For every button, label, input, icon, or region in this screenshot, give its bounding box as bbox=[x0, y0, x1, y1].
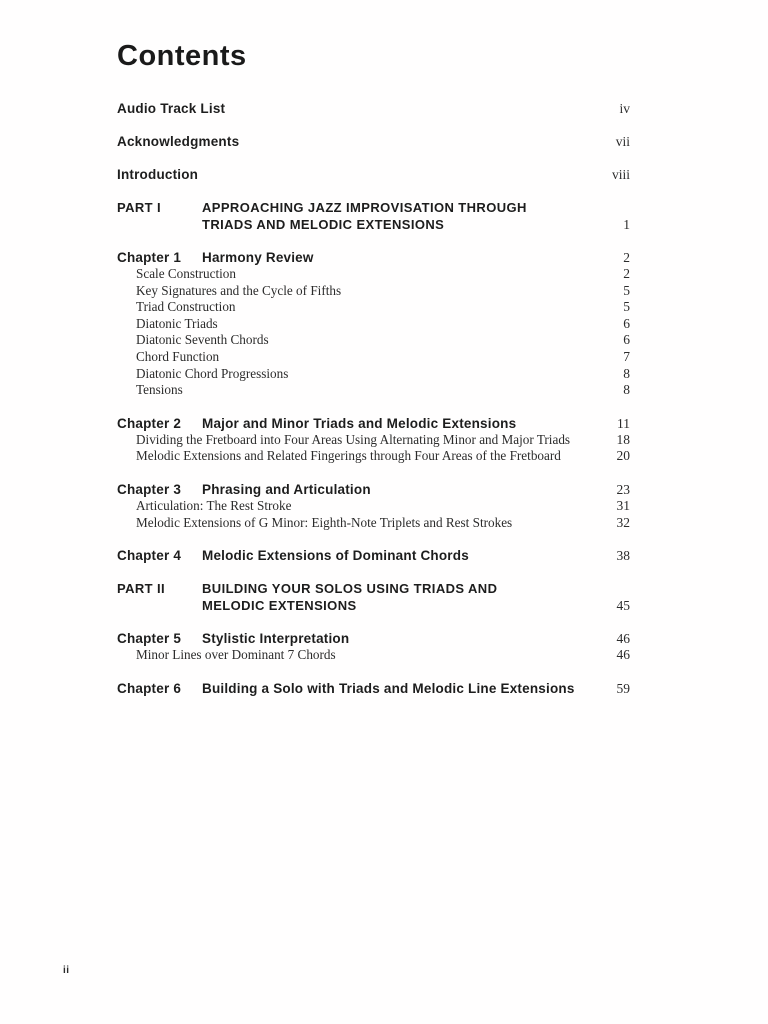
sub-entry-row bbox=[117, 515, 630, 532]
page-number: viii bbox=[611, 167, 630, 182]
page-number: 38 bbox=[616, 548, 630, 564]
sub-entry-title: Diatonic Chord Progressions bbox=[136, 365, 289, 381]
chapter-3-block bbox=[117, 481, 630, 531]
sub-entry-row bbox=[117, 299, 630, 316]
sub-entry-title: Melodic Extensions of G Minor: Eighth-Note Triplets and Rest Strokes bbox=[136, 514, 513, 530]
part-entry bbox=[117, 580, 630, 614]
sub-entry-row bbox=[117, 382, 630, 399]
chapter-2-block bbox=[117, 415, 630, 465]
part-title-line-2: MELODIC EXTENSIONS bbox=[202, 598, 357, 614]
chapter-title: Melodic Extensions of Dominant Chords bbox=[202, 548, 469, 564]
sub-entry-title: Diatonic Triads bbox=[136, 315, 218, 331]
sub-entry-title: Articulation: The Rest Stroke bbox=[136, 497, 292, 513]
chapter-6-block bbox=[117, 680, 630, 697]
page-number: 46 bbox=[616, 647, 630, 663]
part-label: PART II bbox=[117, 581, 166, 597]
page-title: Contents bbox=[117, 40, 247, 72]
chapter-label: Chapter 1 bbox=[117, 250, 182, 265]
chapter-title: Major and Minor Triads and Melodic Extensions bbox=[202, 415, 517, 431]
front-matter-row-introduction bbox=[117, 166, 630, 183]
part-entry bbox=[117, 199, 630, 233]
front-matter-row-acknowledgments bbox=[117, 133, 630, 150]
sub-entry-title: Key Signatures and the Cycle of Fifths bbox=[136, 282, 342, 298]
part-title-line-1: APPROACHING JAZZ IMPROVISATION THROUGH bbox=[202, 200, 527, 215]
sub-entry-title: Triad Construction bbox=[136, 299, 236, 315]
part-title bbox=[202, 580, 588, 614]
page-number: 23 bbox=[616, 481, 630, 497]
page-number: 6 bbox=[623, 332, 630, 348]
sub-entry-title: Chord Function bbox=[136, 348, 220, 364]
page-number: vii bbox=[615, 134, 630, 149]
chapter-entry bbox=[117, 630, 630, 647]
sub-entry-row bbox=[117, 366, 630, 383]
sub-entry-title: Minor Lines over Dominant 7 Chords bbox=[136, 647, 336, 663]
sub-entry-row bbox=[117, 432, 630, 449]
page-number: 6 bbox=[623, 315, 630, 331]
front-matter-label: Audio Track List bbox=[117, 101, 226, 116]
page-number: 1 bbox=[623, 217, 630, 232]
sub-entry-title: Dividing the Fretboard into Four Areas Using Alternating Minor and Major Triads bbox=[136, 431, 571, 447]
chapter-4-block bbox=[117, 547, 630, 564]
chapter-5-block bbox=[117, 630, 630, 664]
sub-entry-title: Tensions bbox=[136, 382, 183, 398]
sub-entry-row bbox=[117, 498, 630, 515]
page-number: 32 bbox=[616, 514, 630, 530]
part-label: PART I bbox=[117, 200, 162, 215]
chapter-label: Chapter 3 bbox=[117, 481, 182, 497]
part-2-block bbox=[117, 580, 630, 614]
sub-entry-title: Melodic Extensions and Related Fingerings through Four Areas of the Fretboard bbox=[136, 448, 561, 464]
sub-entry-row bbox=[117, 266, 630, 283]
chapter-label: Chapter 5 bbox=[117, 631, 182, 647]
page-number: 46 bbox=[616, 631, 630, 647]
chapter-entry bbox=[117, 415, 630, 432]
part-title-line-2: TRIADS AND MELODIC EXTENSIONS bbox=[202, 217, 445, 232]
sub-entry-row bbox=[117, 448, 630, 465]
page-number: 5 bbox=[623, 282, 630, 298]
chapter-title: Stylistic Interpretation bbox=[202, 631, 350, 647]
page-number: 7 bbox=[623, 348, 630, 364]
page-number: 8 bbox=[623, 365, 630, 381]
chapter-entry bbox=[117, 481, 630, 498]
sub-entry-row bbox=[117, 647, 630, 664]
front-matter-label: Acknowledgments bbox=[117, 134, 240, 149]
part-title bbox=[202, 199, 588, 233]
sub-entry-row bbox=[117, 283, 630, 300]
front-matter-label: Introduction bbox=[117, 167, 199, 182]
page-number: iv bbox=[619, 101, 630, 116]
page-number: 31 bbox=[616, 497, 630, 513]
chapter-entry bbox=[117, 547, 630, 564]
chapter-label: Chapter 2 bbox=[117, 415, 182, 431]
toc-content bbox=[117, 40, 630, 713]
page-number: 18 bbox=[616, 431, 630, 447]
page-number: 59 bbox=[616, 680, 630, 696]
page-number: 2 bbox=[623, 266, 630, 281]
sub-entry-row bbox=[117, 316, 630, 333]
page-number: 2 bbox=[623, 250, 630, 265]
chapter-label: Chapter 4 bbox=[117, 548, 182, 564]
chapter-title: Phrasing and Articulation bbox=[202, 481, 371, 497]
sub-entry-title: Diatonic Seventh Chords bbox=[136, 332, 269, 348]
chapter-entry bbox=[117, 680, 630, 697]
chapter-1-block bbox=[117, 249, 630, 399]
chapter-entry bbox=[117, 249, 630, 266]
chapter-title: Harmony Review bbox=[202, 250, 314, 265]
sub-entry-row bbox=[117, 349, 630, 366]
sub-entry-title: Scale Construction bbox=[136, 266, 236, 281]
sub-entry-row bbox=[117, 332, 630, 349]
part-1-block bbox=[117, 199, 630, 233]
chapter-label: Chapter 6 bbox=[117, 680, 182, 696]
front-matter-row-audio-track-list bbox=[117, 100, 630, 117]
page-number: 45 bbox=[616, 598, 630, 614]
folio-page-number: ii bbox=[63, 965, 70, 976]
chapter-title: Building a Solo with Triads and Melodic Line Extensions bbox=[202, 680, 575, 696]
page-number: 8 bbox=[623, 382, 630, 398]
part-title-line-1: BUILDING YOUR SOLOS USING TRIADS AND bbox=[202, 581, 498, 597]
page-number: 11 bbox=[617, 415, 630, 431]
page-number: 20 bbox=[616, 448, 630, 464]
page-number: 5 bbox=[623, 299, 630, 315]
